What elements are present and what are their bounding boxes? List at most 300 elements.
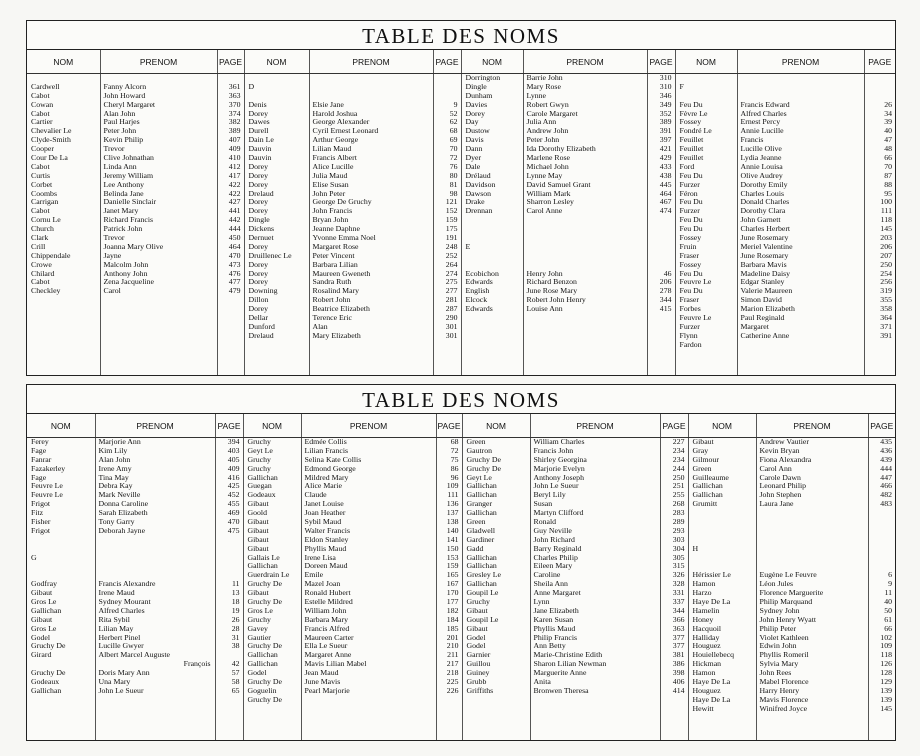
- page-number: 227: [672, 438, 685, 446]
- given-names-cell: Sandra Ruth: [312, 278, 352, 287]
- surname-cell: Feu Du: [679, 269, 703, 278]
- given-names-cell: Maureen Carter: [304, 633, 354, 642]
- given-names-cell: Mazel Joan: [304, 580, 341, 589]
- surname-cell: [462, 252, 523, 261]
- surname-cell: Guiney: [466, 669, 490, 678]
- surname-cell: Dorey: [248, 198, 268, 207]
- page-number: [869, 518, 896, 527]
- surname-cell: Houguez: [692, 642, 721, 651]
- panel-title: TABLE DES NOMS: [27, 385, 895, 414]
- given-names-cell: Doris Mary Ann: [98, 669, 150, 678]
- given-names-cell: Jean Maud: [304, 669, 339, 678]
- page-number: 406: [672, 678, 685, 687]
- page-number: 304: [672, 544, 685, 553]
- surname-cell: Frigot: [31, 500, 51, 509]
- surname-cell: Gibaut: [31, 589, 53, 598]
- given-names-cell: Julia Maud: [312, 171, 348, 180]
- surname-cell: Guilleaume: [692, 473, 729, 482]
- page-number: 409: [227, 464, 240, 473]
- page-number: 435: [880, 438, 892, 446]
- given-names-cell: Lynne May: [526, 171, 563, 180]
- given-names-cell: Mildred Mary: [304, 473, 349, 482]
- surname-cell: Drélaud: [465, 171, 491, 180]
- page-number: 70: [449, 145, 458, 154]
- page-number: 407: [228, 136, 241, 145]
- surname-cell: Gavey: [247, 624, 268, 633]
- page-number: 442: [228, 216, 241, 225]
- given-names-cell: Bronwen Theresa: [533, 686, 589, 695]
- page-number: 425: [227, 482, 240, 491]
- page-number: [869, 554, 896, 563]
- page-number: 436: [880, 446, 892, 455]
- page-number: 118: [880, 216, 892, 225]
- page-number: 290: [445, 314, 458, 323]
- prenom-column: [309, 74, 433, 375]
- given-names-cell: Annie Lucille: [740, 127, 784, 136]
- given-names-cell: Alice Lucille: [312, 162, 354, 171]
- page-number: 301: [445, 331, 458, 340]
- given-names-cell: Ann Betty: [533, 642, 566, 651]
- given-names-cell: Shirley Georgina: [533, 455, 587, 464]
- surname-cell: Downing: [248, 287, 278, 296]
- given-names-cell: Robert John: [312, 296, 351, 305]
- given-names-cell: Louise Ann: [526, 305, 563, 314]
- given-names-cell: Deborah Jayne: [98, 526, 146, 535]
- page-number: 405: [227, 455, 240, 464]
- given-names-cell: Sharon Lilian Newman: [533, 660, 607, 669]
- given-names-cell: [96, 536, 215, 545]
- page-number: 38: [231, 642, 240, 651]
- given-names-cell: Michael John: [526, 162, 569, 171]
- header-prenom: PRENOM: [737, 50, 864, 74]
- given-names-cell: Kevin Philip: [103, 136, 144, 145]
- given-names-cell: David Samuel Grant: [526, 180, 591, 189]
- surname-cell: Guillou: [466, 660, 491, 669]
- page-number: 391: [880, 331, 892, 340]
- page-number: 275: [445, 278, 458, 287]
- given-names-cell: Edwin John: [759, 642, 797, 651]
- given-names-cell: Zena Jacqueline: [103, 278, 154, 287]
- surname-cell: Cour De La: [31, 154, 68, 163]
- surname-cell: Ecobichon: [465, 269, 499, 278]
- spacer-row: [218, 74, 244, 83]
- page-number: [216, 571, 243, 580]
- surname-cell: Gibaut: [247, 535, 269, 544]
- page-number: 466: [880, 482, 892, 491]
- surname-cell: Gardiner: [466, 535, 495, 544]
- given-names-cell: Lucille Gwyer: [98, 642, 144, 651]
- page-number: 68: [450, 438, 459, 446]
- given-names-cell: Barbara Mary: [304, 615, 349, 624]
- given-names-cell: Marlene Rose: [526, 154, 571, 163]
- given-names-cell: June Rosemary: [740, 234, 789, 243]
- surname-cell: Gros Le: [31, 624, 57, 633]
- given-names-cell: Donna Caroline: [98, 500, 149, 509]
- surname-cell: Dale: [465, 162, 481, 171]
- page-number: 445: [659, 180, 672, 189]
- given-names-cell: Mary Rose: [526, 82, 561, 91]
- page-number: 377: [672, 633, 685, 642]
- given-names-cell: Margaret Rose: [312, 242, 359, 251]
- surname-cell: Dorey: [248, 162, 268, 171]
- page-number: 374: [228, 109, 241, 118]
- given-names-cell: Meriel Valentine: [740, 242, 793, 251]
- page-number: [869, 509, 896, 518]
- surname-cell: Clyde-Smith: [31, 136, 71, 145]
- given-names-cell: Joanna Mary Olive: [103, 242, 164, 251]
- given-names-cell: Malcolm John: [103, 260, 149, 269]
- page-number: 234: [672, 446, 685, 455]
- surname-cell: Fardon: [679, 340, 702, 349]
- given-names-cell: Fanny Alcorn: [103, 82, 147, 91]
- page-number: 226: [446, 686, 459, 695]
- surname-cell: Gallichan: [692, 491, 723, 500]
- page-number: [648, 243, 675, 252]
- surname-cell: Feu Du: [679, 100, 703, 109]
- page-number: 141: [446, 535, 459, 544]
- surname-cell: Cartier: [31, 118, 53, 127]
- page-number: [648, 216, 675, 225]
- page-number: 191: [445, 234, 458, 243]
- given-names-cell: Valerie Maureen: [740, 287, 793, 296]
- surname-cell: Guegan: [247, 482, 272, 491]
- page-number: 310: [659, 74, 672, 82]
- surname-cell: Gibaut: [247, 526, 269, 535]
- given-names-cell: Rita Sybil: [98, 615, 130, 624]
- given-names-cell: Barbara Mavis: [740, 260, 787, 269]
- page-number: 476: [228, 269, 241, 278]
- given-names-cell: Irene Lisa: [304, 553, 336, 562]
- page-number: 206: [880, 242, 892, 251]
- surname-cell: Gilmour: [692, 455, 719, 464]
- surname-cell: Gallichan: [466, 553, 497, 562]
- surname-cell: Harzo: [692, 589, 712, 598]
- given-names-cell: Florence Marguerite: [759, 589, 824, 598]
- given-names-cell: Dorothy Emily: [740, 180, 788, 189]
- given-names-cell: Alan: [312, 322, 328, 331]
- page-number: 355: [880, 296, 892, 305]
- given-names-cell: Alfred Charles: [740, 109, 787, 118]
- page-number: 452: [227, 491, 240, 500]
- header-nom: NOM: [27, 50, 100, 74]
- page-number: 251: [672, 482, 685, 491]
- surname-cell: Green: [466, 518, 486, 527]
- page-number: 475: [227, 526, 240, 535]
- page-number: 52: [449, 109, 458, 118]
- page-number: 277: [445, 287, 458, 296]
- given-names-cell: Paul Harjes: [103, 118, 140, 127]
- page-number: 6: [888, 571, 892, 580]
- surname-cell: Curtis: [31, 171, 51, 180]
- surname-cell: Furzer: [679, 180, 700, 189]
- surname-cell: Grubb: [466, 678, 487, 687]
- given-names-cell: [524, 216, 647, 225]
- page-number: [648, 252, 675, 261]
- given-names-cell: Sheila Ann: [533, 580, 568, 589]
- surname-cell: Dickens: [248, 225, 275, 234]
- page-number: 287: [445, 305, 458, 314]
- surname-cell: Haye De La: [692, 695, 731, 704]
- given-names-cell: Guy Neville: [533, 526, 572, 535]
- given-names-cell: Andrew John: [526, 127, 569, 136]
- given-names-cell: John Stephen: [759, 491, 802, 500]
- surname-cell: Dorey: [248, 269, 268, 278]
- page-number: 203: [880, 234, 892, 243]
- page-number: [869, 527, 896, 536]
- spacer-row: [865, 74, 896, 83]
- given-names-cell: William Mark: [526, 189, 571, 198]
- given-names-cell: Lee Anthony: [103, 180, 144, 189]
- surname-cell: Gros Le: [247, 606, 273, 615]
- header-page: PAGE: [215, 414, 243, 438]
- given-names-cell: Beatrice Elizabeth: [312, 305, 370, 314]
- page-number: 102: [880, 633, 892, 642]
- surname-cell: Dorey: [248, 278, 268, 287]
- header-page: PAGE: [436, 414, 462, 438]
- surname-cell: Forbes: [679, 305, 701, 314]
- page-number: 397: [659, 136, 672, 145]
- page-number: 88: [884, 180, 892, 189]
- surname-cell: Dorey: [248, 242, 268, 251]
- given-names-cell: Charles Herbert: [740, 225, 791, 234]
- surname-cell: Fraser: [679, 296, 699, 305]
- given-names-cell: Lydia Jeanne: [740, 154, 782, 163]
- surname-cell: Dorey: [248, 180, 268, 189]
- surname-cell: Dyer: [465, 154, 482, 163]
- given-names-cell: Sarah Elizabeth: [98, 509, 148, 518]
- page-number: [869, 562, 896, 571]
- given-names-cell: [757, 554, 868, 563]
- page-number: 479: [228, 287, 241, 296]
- page-number: 159: [446, 562, 459, 571]
- given-names-cell: John Howard: [103, 91, 146, 100]
- surname-cell: Gallichan: [247, 660, 278, 669]
- surname-cell: Cabot: [31, 91, 50, 100]
- surname-cell: Fage: [31, 473, 47, 482]
- given-names-cell: Marie-Christine Edith: [533, 651, 603, 660]
- given-names-cell: Peter Vincent: [312, 251, 355, 260]
- page-number: 26: [231, 615, 240, 624]
- page-number: 206: [659, 278, 672, 287]
- surname-cell: Houiellebecq: [692, 651, 735, 660]
- surname-cell: Gibaut: [247, 544, 269, 553]
- surname-cell: Checkley: [31, 287, 61, 296]
- header-row: [27, 414, 895, 438]
- surname-cell: Drelaud: [248, 189, 274, 198]
- surname-cell: Ford: [679, 162, 695, 171]
- surname-cell: Gallichan: [692, 482, 723, 491]
- surname-cell: Feuillet: [679, 154, 704, 163]
- surname-cell: Granger: [466, 500, 493, 509]
- surname-cell: Gruchy: [247, 455, 271, 464]
- page-number: 98: [449, 189, 458, 198]
- page-number: 301: [445, 322, 458, 331]
- page-number: 72: [449, 154, 458, 163]
- surname-cell: Gruchy De: [247, 678, 282, 687]
- given-names-cell: Carol Anne: [526, 207, 563, 216]
- surname-cell: Grumitt: [692, 500, 718, 509]
- given-names-cell: Richard Francis: [103, 216, 154, 225]
- prenom-column: [756, 438, 868, 740]
- surname-cell: Godel: [466, 642, 486, 651]
- header-row: [27, 50, 895, 74]
- surname-cell: Coombs: [31, 189, 57, 198]
- surname-cell: Feuvre Le: [679, 278, 712, 287]
- page-number: 328: [672, 580, 685, 589]
- page-number: 256: [880, 278, 892, 287]
- given-names-cell: John Henry Wyatt: [759, 615, 817, 624]
- given-names-cell: Edgar Stanley: [740, 278, 785, 287]
- given-names-cell: Julia Ann: [526, 118, 557, 127]
- page-column: [660, 438, 688, 740]
- page-number: 319: [880, 287, 892, 296]
- given-names-cell: Walter Francis: [304, 526, 350, 535]
- surname-cell: Hewitt: [692, 704, 714, 713]
- given-names-cell: Doreen Maud: [304, 562, 348, 571]
- given-names-cell: Leonard Philip: [759, 482, 807, 491]
- given-names-cell: Anne Margaret: [533, 589, 581, 598]
- page-number: 470: [227, 518, 240, 527]
- given-names-cell: Phyllis Romeril: [759, 651, 809, 660]
- given-names-cell: Marguerite Anne: [533, 669, 587, 678]
- given-names-cell: Herbert Pinel: [98, 633, 141, 642]
- nom-column: [462, 438, 530, 740]
- page-number: 444: [880, 464, 892, 473]
- page-number: 31: [231, 633, 240, 642]
- header-page: PAGE: [864, 50, 895, 74]
- surname-cell: Fanrar: [31, 455, 52, 464]
- page-number: [648, 234, 675, 243]
- surname-cell: Feu Du: [679, 225, 703, 234]
- surname-cell: Denis: [248, 100, 267, 109]
- page-number: [216, 562, 243, 571]
- page-number: 11: [884, 589, 892, 598]
- surname-cell: Gruchy De: [247, 642, 282, 651]
- page-number: 182: [446, 606, 459, 615]
- given-names-cell: [524, 243, 647, 252]
- given-names-cell: Janet Louise: [304, 500, 344, 509]
- surname-cell: Gruchy: [247, 438, 271, 446]
- given-names-cell: Richard Benzon: [526, 278, 577, 287]
- surname-cell: Crowe: [31, 260, 52, 269]
- page-number: 470: [228, 251, 241, 260]
- surname-cell: Feu Du: [679, 198, 703, 207]
- given-names-cell: Carole Dawn: [759, 473, 801, 482]
- page-number: 482: [880, 491, 892, 500]
- page-number: 438: [659, 171, 672, 180]
- surname-cell: Gautier: [247, 633, 271, 642]
- given-names-cell: Barry Reginald: [533, 544, 582, 553]
- page-number: 250: [880, 260, 892, 269]
- surname-cell: Dingle: [248, 216, 270, 225]
- surname-cell: Gibaut: [247, 518, 269, 527]
- page-number: 344: [659, 296, 672, 305]
- surname-cell: [462, 216, 523, 225]
- surname-cell: Gruchy: [466, 598, 490, 607]
- header-nom: NOM: [675, 50, 737, 74]
- page-number: 140: [446, 526, 459, 535]
- page-number: 136: [446, 500, 459, 509]
- nom-column: [675, 74, 737, 375]
- given-names-cell: Selina Kate Collis: [304, 455, 362, 464]
- surname-cell: [689, 536, 756, 545]
- given-names-cell: [96, 545, 215, 554]
- page-number: 293: [672, 526, 685, 535]
- given-names-cell: Arthur George: [312, 136, 359, 145]
- page-number: 268: [672, 500, 685, 509]
- header-prenom: PRENOM: [756, 414, 868, 438]
- surname-cell: Davis: [465, 136, 484, 145]
- surname-cell: Geyt Le: [466, 473, 492, 482]
- page-number: 337: [672, 598, 685, 607]
- page-number: 126: [880, 660, 892, 669]
- surname-cell: Gibaut: [247, 589, 269, 598]
- section-letter: H: [692, 544, 699, 553]
- page-number: 139: [880, 686, 892, 695]
- given-names-cell: Caroline: [533, 571, 561, 580]
- surname-cell: [462, 225, 523, 234]
- surname-cell: [676, 92, 737, 101]
- header-nom: NOM: [244, 50, 309, 74]
- surname-cell: Cabot: [31, 109, 50, 118]
- given-names-cell: Mark Neville: [98, 491, 141, 500]
- page-number: [216, 651, 243, 660]
- given-names-cell: [757, 545, 868, 554]
- page-number: 364: [880, 314, 892, 323]
- surname-cell: Feuillet: [679, 136, 704, 145]
- surname-cell: [462, 234, 523, 243]
- header-prenom: PRENOM: [100, 50, 217, 74]
- nom-column: [243, 438, 301, 740]
- given-names-cell: Winifred Joyce: [759, 704, 808, 713]
- given-names-cell: Trevor: [103, 234, 125, 243]
- given-names-cell: Sydney Mourant: [98, 598, 151, 607]
- header-nom: NOM: [461, 50, 523, 74]
- surname-cell: Dorey: [465, 109, 485, 118]
- page-number: 137: [446, 509, 459, 518]
- page-number: 370: [228, 100, 241, 109]
- given-names-cell: John Le Sueur: [533, 482, 579, 491]
- header-nom: NOM: [243, 414, 301, 438]
- spacer-row: [101, 74, 217, 83]
- page-number: 389: [228, 127, 241, 136]
- header-page: PAGE: [660, 414, 688, 438]
- page-number: 76: [449, 162, 458, 171]
- surname-cell: Gresley Le: [466, 571, 501, 580]
- surname-cell: Godel: [466, 633, 486, 642]
- header-nom: NOM: [462, 414, 530, 438]
- given-names-cell: Margaret: [740, 322, 769, 331]
- surname-cell: Feuillet: [679, 145, 704, 154]
- page-number: 170: [446, 589, 459, 598]
- surname-cell: Fondré Le: [679, 127, 712, 136]
- page-number: 439: [880, 455, 892, 464]
- surname-cell: Feu Du: [679, 216, 703, 225]
- given-names-cell: Carol Ann: [759, 464, 792, 473]
- page-number: 65: [231, 686, 240, 695]
- given-names-cell: Jane Elizabeth: [533, 606, 579, 615]
- given-names-cell: Sybil Maud: [304, 518, 342, 527]
- surname-cell: Feu Du: [679, 171, 703, 180]
- page-number: 421: [659, 145, 672, 154]
- given-names-cell: June Rose Mary: [526, 287, 578, 296]
- given-names-cell: John Le Sueur: [98, 686, 144, 695]
- page-number: 450: [228, 234, 241, 243]
- page-number: 389: [659, 118, 672, 127]
- page-number: 165: [446, 571, 459, 580]
- surname-cell: [689, 562, 756, 571]
- surname-cell: Dingle: [465, 82, 487, 91]
